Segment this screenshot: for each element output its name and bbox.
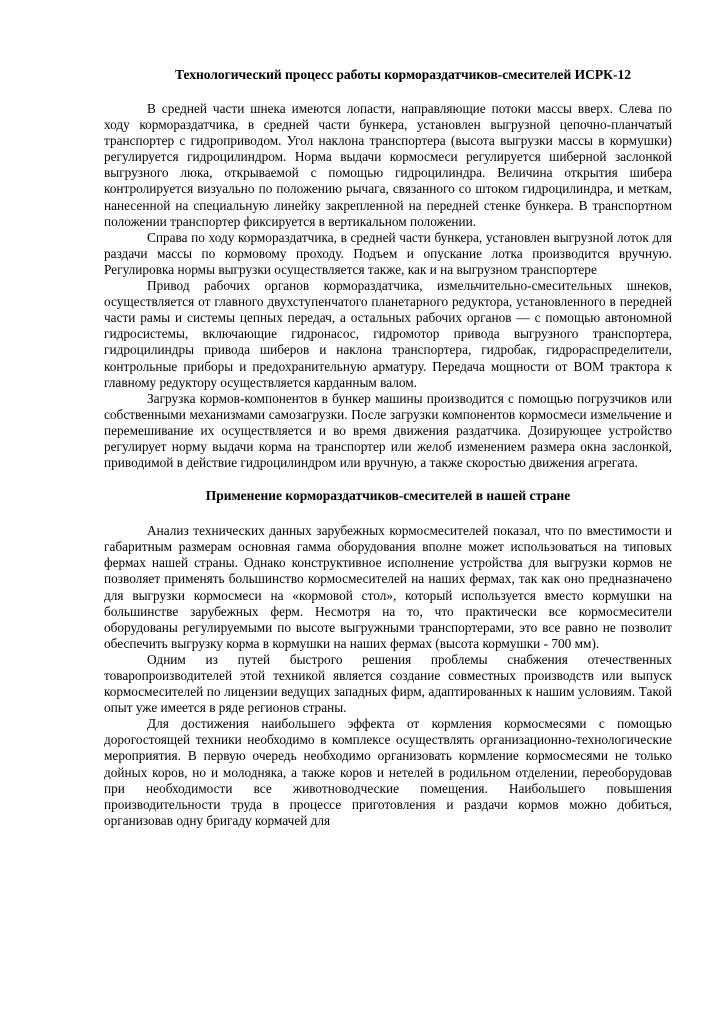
section-2-paragraph-3: Для достижения наибольшего эффекта от кормления кормосмесями с помощью дорогостоящей техники необходимо в комплексе осуществлять организационно-технологические мероприятия. В первую очередь необходимо организовать кормление кормосмесями не только дойных коров, но и молодняка, а также коров и нетелей в родильном отделении, переоборудовав при необходимости все животноводческие помещения. Наибольшего повышения производительности труда в процессе приготовления и раздачи кормов можно добиться, организовав одну бригаду кормачей для bbox=[104, 716, 672, 828]
section-2-paragraph-1: Анализ технических данных зарубежных кормосмесителей показал, что по вместимости и габаритным размерам основная гамма оборудования вполне может использоваться на типовых фермах нашей страны. Однако конструктивное исполнение устройства для выгрузки кормов не позволяет применять большинство кормосмесителей на наших фермах, так как оно предназначено для выгрузки кормосмеси на «кормовой стол», который используется вместо кормушки на большинстве зарубежных ферм. Несмотря на то, что практически все кормосмесители оборудованы регулируемыми по высоте выгружными транспортерами, это все равно не позволит обеспечить выгрузку корма в кормушки на наших фермах (высота кормушки - 700 мм). bbox=[104, 523, 672, 651]
document-body bbox=[104, 66, 672, 829]
section-1-paragraph-3: Привод рабочих органов кормораздатчика, измельчительно-смесительных шнеков, осуществляется от главного двухступенчатого планетарного редуктора, установленного в передней части рамы и системы цепных передач, а остальных рабочих органов — с помощью автономной гидросистемы, включающие гидронасос, гидромотор привода выгрузного транспортера, гидроцилиндры привода шиберов и наклона транспортера, гидробак, гидрораспределители, контрольные приборы и предохранительную арматуру. Передача мощности от ВОМ трактора к главному редуктору осуществляется карданным валом. bbox=[104, 278, 672, 390]
section-1-paragraph-2: Справа по ходу кормораздатчика, в средней части бункера, установлен выгрузной лоток для раздачи массы по кормовому проходу. Подъем и опускание лотка производится вручную. Регулировка нормы выгрузки осуществляется также, как и на выгрузном транспортере bbox=[104, 229, 672, 277]
section-2-paragraph-2: Одним из путей быстрого решения проблемы снабжения отечественных товаропроизводителей этой техникой является создание совместных производств или выпуск кормосмесителей по лицензии ведущих западных фирм, адаптированных к нашим условиям. Такой опыт уже имеется в ряде регионов страны. bbox=[104, 651, 672, 716]
section-2-title: Применение кормораздатчиков-смесителей в нашей стране bbox=[205, 488, 571, 504]
section-1-paragraph-1: В средней части шнека имеются лопасти, направляющие потоки массы вверх. Слева по ходу кормораздатчика, в средней части бункера, установлен выгрузной цепочно-планчатый транспортер с гидроприводом. Угол наклона транспортера (высота выгрузки массы в кормушки) регулируется гидроцилиндром. Норма выдачи кормосмеси регулируется шиберной заслонкой выгрузного люка, открываемой с помощью гидроцилиндра. Величина открытия шибера контролируется визуально по положению рычага, связанного со штоком гидроцилиндра, и меткам, нанесенной на специальную линейку закрепленной на передней стенке бункера. В транспортном положении транспортер фиксируется в вертикальном положении. bbox=[104, 101, 672, 229]
section-1-title: Технологический процесс работы кормораздатчиков-смесителей ИСРК-12 bbox=[175, 67, 631, 82]
section-1-paragraph-4: Загрузка кормов-компонентов в бункер машины производится с помощью погрузчиков или собственными механизмами самозагрузки. После загрузки компонентов кормосмеси измельчение и перемешивание их осуществляется и во время движения раздатчика. Дозирующее устройство регулирует норму выдачи корма на транспортер или желоб изменением размера окна заслонкой, приводимой в действие гидроцилиндром или вручную, а также скоростью движения агрегата. bbox=[104, 390, 672, 471]
